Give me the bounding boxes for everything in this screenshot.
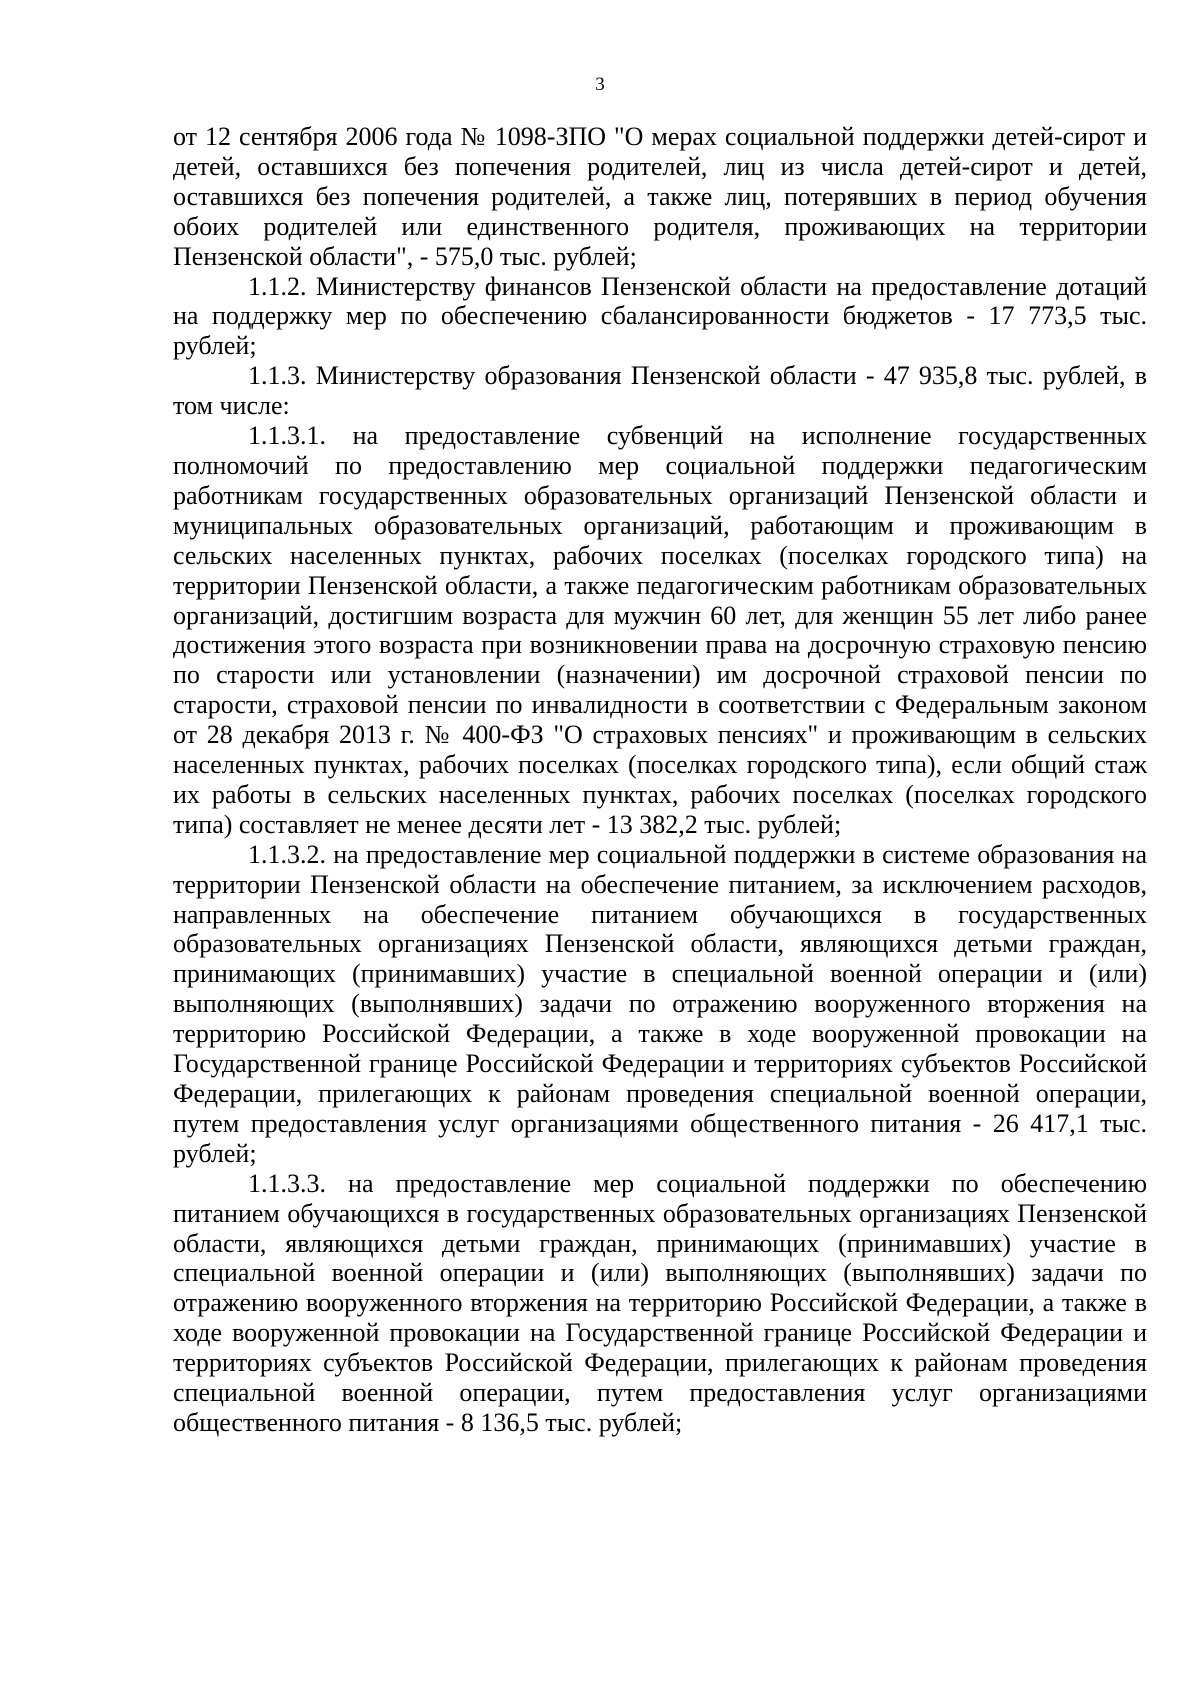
document-body: [173, 122, 1147, 1438]
paragraph-1-1-2: 1.1.2. Министерству финансов Пензенской области на предоставление дотаций на поддержку мер по обеспечению сбалансированности бюджетов - 17 773,5 тыс. рублей;: [173, 271, 1147, 361]
paragraph-1-1-3-1: 1.1.3.1. на предоставление субвенций на исполнение государственных полномочий по предоставлению мер социальной поддержки педагогическим работникам государственных образовательных организаций Пензенской области и муниципальных образовательных организаций, работающим и проживающим в сельских населенных пунктах, рабочих поселках (поселках городского типа) на территории Пензенской области, а также педагогическим работникам образовательных организаций, достигшим возраста для мужчин 60 лет, для женщин 55 лет либо ранее достижения этого возраста при возникновении права на досрочную страховую пенсию по старости или установлении (назначении) им досрочной страховой пенсии по старости, страховой пенсии по инвалидности в соответствии с Федеральным законом от 28 декабря 2013 г. № 400-ФЗ "О страховых пенсиях" и проживающим в сельских населенных пунктах, рабочих поселках (поселках городского типа), если общий стаж их работы в сельских населенных пунктах, рабочих поселках (поселках городского типа) составляет не менее десяти лет - 13 382,2 тыс. рублей;: [173, 421, 1147, 839]
paragraph-1-1-3-2: 1.1.3.2. на предоставление мер социальной поддержки в системе образования на территории Пензенской области на обеспечение питанием, за исключением расходов, направленных на обеспечение питанием обучающихся в государственных образовательных организациях Пензенской области, являющихся детьми граждан, принимающих (принимавших) участие в специальной военной операции и (или) выполняющих (выполнявших) задачи по отражению вооруженного вторжения на территорию Российской Федерации, а также в ходе вооруженной провокации на Государственной границе Российской Федерации и территориях субъектов Российской Федерации, прилегающих к районам проведения специальной военной операции, путем предоставления услуг организациями общественного питания - 26 417,1 тыс. рублей;: [173, 839, 1147, 1168]
paragraph-continuation: от 12 сентября 2006 года № 1098-ЗПО "О мерах социальной поддержки детей-сирот и детей, оставшихся без попечения родителей, лиц из числа детей-сирот и детей, оставшихся без попечения родителей, а также лиц, потерявших в период обучения обоих родителей или единственного родителя, проживающих на территории Пензенской области", - 575,0 тыс. рублей;: [173, 122, 1147, 271]
paragraph-1-1-3: 1.1.3. Министерству образования Пензенской области - 47 935,8 тыс. рублей, в том числе:: [173, 361, 1147, 421]
paragraph-1-1-3-3: 1.1.3.3. на предоставление мер социальной поддержки по обеспечению питанием обучающихся в государственных образовательных организациях Пензенской области, являющихся детьми граждан, принимающих (принимавших) участие в специальной военной операции и (или) выполняющих (выполнявших) задачи по отражению вооруженного вторжения на территорию Российской Федерации, а также в ходе вооруженной провокации на Государственной границе Российской Федерации и территориях субъектов Российской Федерации, прилегающих к районам проведения специальной военной операции, путем предоставления услуг организациями общественного питания - 8 136,5 тыс. рублей;: [173, 1168, 1147, 1437]
page-number: 3: [595, 74, 605, 95]
